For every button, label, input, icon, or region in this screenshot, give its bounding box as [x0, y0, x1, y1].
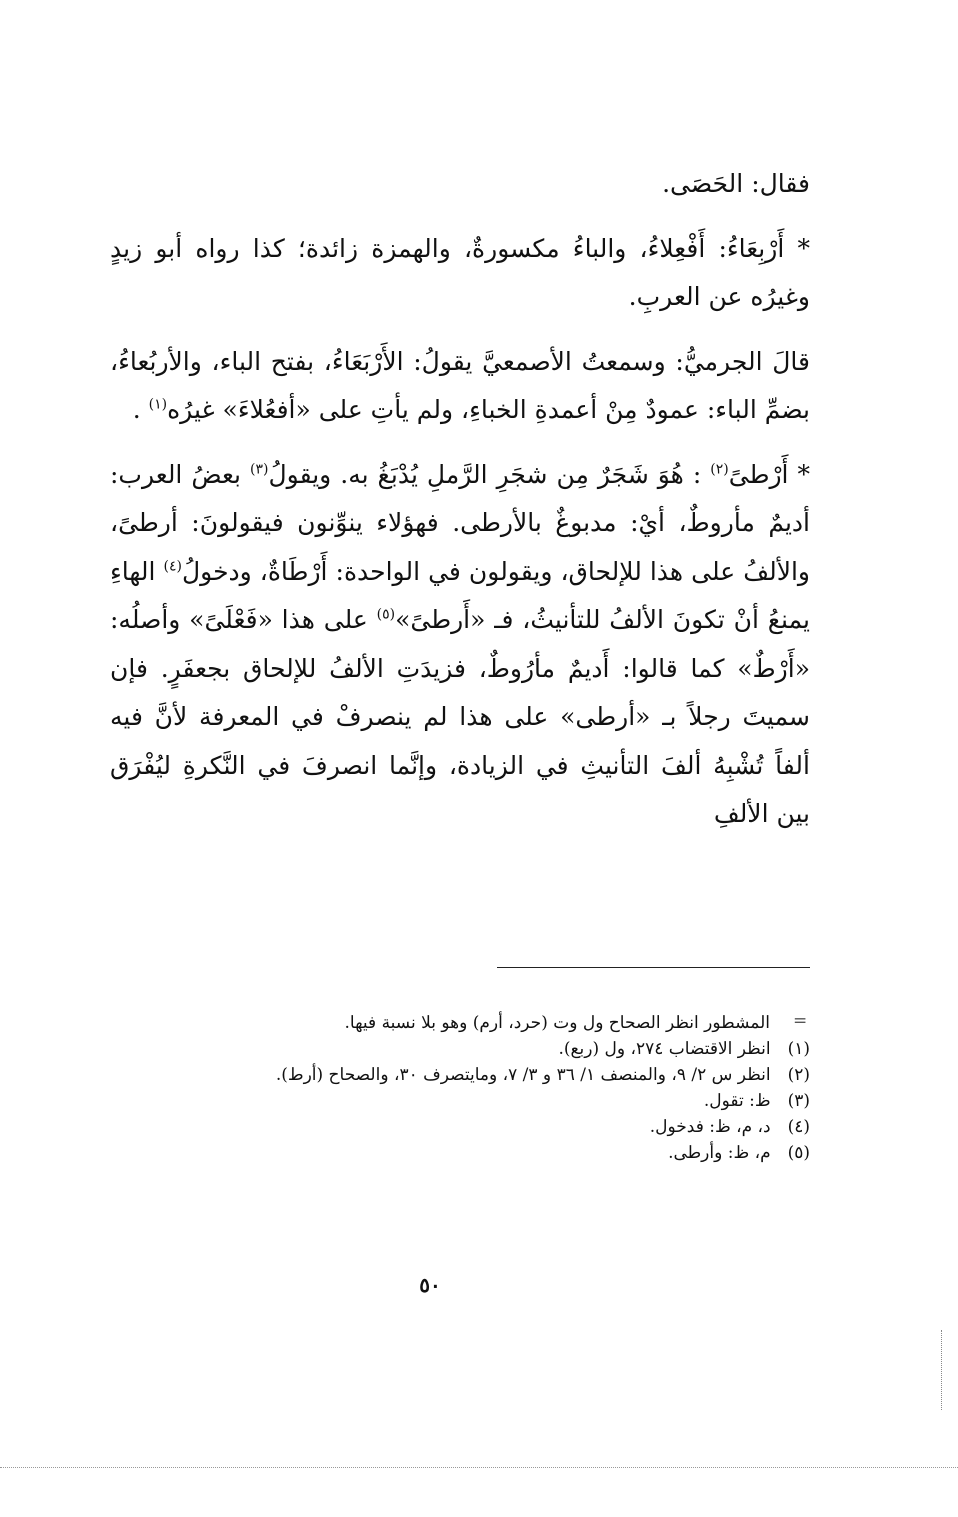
paragraph-4 — [110, 451, 810, 839]
footnote-2 — [110, 1062, 810, 1088]
main-text — [110, 160, 810, 855]
page-number: ٥٠ — [419, 1273, 441, 1297]
footnote-5 — [110, 1140, 810, 1166]
footnote-number: (٢) — [787, 1065, 810, 1085]
footnote-text: ظ: تقول. — [703, 1091, 771, 1111]
footnote-text: انظر س ٢/ ٩، والمنصف ١/ ٣٦ و ٣/ ٧، ومايتصرف ٣٠، والصحاح (أرط). — [275, 1065, 771, 1085]
footnote-text: د، م، ظ: فدخول. — [649, 1117, 771, 1137]
text: الهاءِ يمنعُ أنْ تكونَ الألفُ للتأنيثُ، فـ «أَرطىً» — [110, 556, 811, 634]
scan-bottom-dots — [0, 1467, 958, 1468]
text: على هذا «فَعْلَىً» وأصلُه: «أَرْطٌ» كما قالوا: أَديمٌ مأرُوطٌ، فزيدَتِ الألفُ للإلحاق بجعفَرٍ. فإن سميتَ رجلاً بـ «أرطى» على هذا لم ينصرفْ في المعرفة لأنَّ فيه ألفاً تُشْبِهُ ألفَ التأنيثِ في الزيادة، وإنَّما انصرفَ في النَّكرةِ ليُفْرَق بين الألفِ — [110, 605, 810, 828]
footnote-ref-1: (١) — [148, 396, 168, 413]
text: فقال: الحَصَى. — [662, 169, 810, 198]
footnote-4 — [110, 1114, 810, 1140]
footnote-1 — [110, 1036, 810, 1062]
paragraph-2 — [110, 225, 810, 322]
scan-edge-dots — [941, 1330, 942, 1410]
footnote-ref-5: (٥) — [376, 606, 396, 623]
text: قالَ الجرميُّ: وسمعتُ الأصمعيَّ يقولُ: الأَرْبَعَاءُ، بفتح الباء، والأربُعاءُ، بضمِّ الباء: عمودٌ مِنْ أعمدةِ الخباءِ، ولم يأتِ على «أفعُلاءَ» غيرُه — [110, 346, 810, 424]
footnote-ref-2: (٢) — [710, 461, 729, 478]
footnote-continuation — [110, 1010, 810, 1036]
footnote-ref-4: (٤) — [163, 558, 182, 575]
text: * أَرْطىً — [728, 459, 811, 489]
footnote-number: (٤) — [787, 1117, 810, 1137]
paragraph-3 — [110, 338, 810, 435]
footnote-number: (١) — [787, 1039, 810, 1059]
footnote-3 — [110, 1088, 810, 1114]
footnote-text: م، ظ: وأرطى. — [668, 1143, 771, 1163]
text: بعضُ العرب: أديمٌ مأروطٌ، أيْ: مدبوغٌ بالأرطى. فهؤلاء ينوِّنون فيقولونَ: أرطىً، والألفُ على هذا للإلحاق، ويقولون في الواحدة: أَرْطَاةٌ، ودخولُ — [110, 459, 811, 586]
text: * أَرْبِعَاءُ: أَفْعِلاءُ، والباءُ مكسورةٌ، والهمزة زائدة؛ كذا رواه أبو زيدٍ وغيرُه عن العربِ. — [110, 233, 810, 311]
text: . — [132, 395, 149, 424]
continuation-marker: = — [793, 1011, 808, 1031]
footnotes — [110, 1010, 810, 1166]
footnote-number: (٣) — [787, 1091, 810, 1111]
footnote-ref-3: (٣) — [250, 461, 269, 478]
footnote-text: انظر الاقتضاب ٢٧٤، ول (ربع). — [558, 1039, 771, 1059]
footnote-text: المشطور انظر الصحاح ول وت (حرد، أرم) وهو بلا نسبة فيها. — [344, 1013, 770, 1033]
paragraph-1 — [110, 160, 810, 209]
footnote-number: (٥) — [787, 1143, 810, 1163]
footnote-divider — [497, 967, 810, 968]
text: : هُوَ شَجَرٌ مِن شجَرِ الرَّملِ يُدْبَغُ به. ويقولُ — [268, 459, 711, 489]
